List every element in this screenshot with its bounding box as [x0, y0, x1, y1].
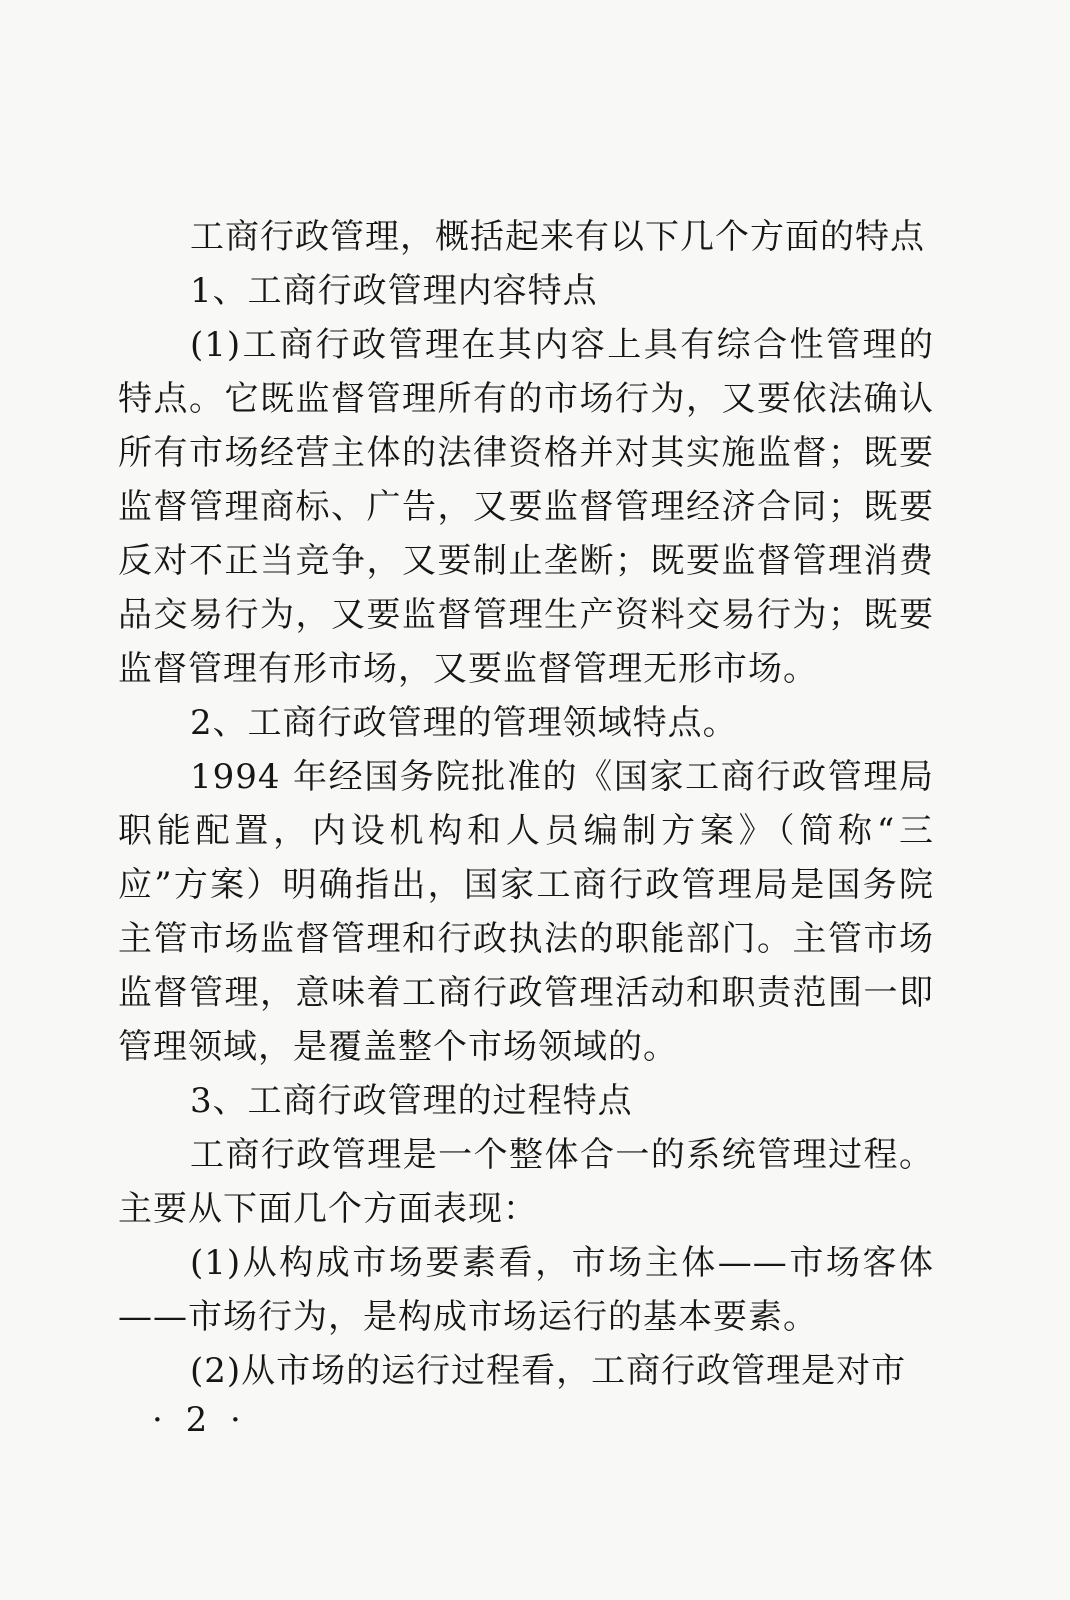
page-number: · 2 · [152, 1400, 247, 1440]
heading-content-features: 1、工商行政管理内容特点 [190, 271, 598, 311]
paragraph-comprehensive-management: (1)工商行政管理在其内容上具有综合性管理的特点。它既监督管理所有的市场行为，又要依法确认所有市场经营主体的法律资格并对其实施监督；既要监督管理商标、广告，又要监督管理经济合同；既要反对不正当竞争，又要制止垄断；既要监督管理消费品交易行为，又要监督管理生产资料交易行为；既要监督管理有形市场，又要监督管理无形市场。 [118, 325, 934, 689]
paragraph-market-elements: (1)从构成市场要素看，市场主体——市场客体——市场行为，是构成市场运行的基本要素。 [118, 1243, 934, 1337]
paragraph-intro: 工商行政管理，概括起来有以下几个方面的特点 [190, 217, 925, 257]
heading-process-features: 3、工商行政管理的过程特点 [190, 1081, 633, 1121]
body-text [118, 210, 934, 1398]
paragraph-1994-plan: 1994 年经国务院批准的《国家工商行政管理局职能配置，内设机构和人员编制方案》（简称“三应”方案）明确指出，国家工商行政管理局是国务院主管市场监督管理和行政执法的职能部门。主管市场监督管理，意味着工商行政管理活动和职责范围一即管理领域，是覆盖整个市场领域的。 [118, 757, 934, 1067]
paragraph-market-operation: (2)从市场的运行过程看，工商行政管理是对市 [190, 1351, 907, 1391]
paragraph-system-process: 工商行政管理是一个整体合一的系统管理过程。主要从下面几个方面表现： [118, 1135, 934, 1229]
heading-management-domain: 2、工商行政管理的管理领域特点。 [190, 703, 738, 743]
